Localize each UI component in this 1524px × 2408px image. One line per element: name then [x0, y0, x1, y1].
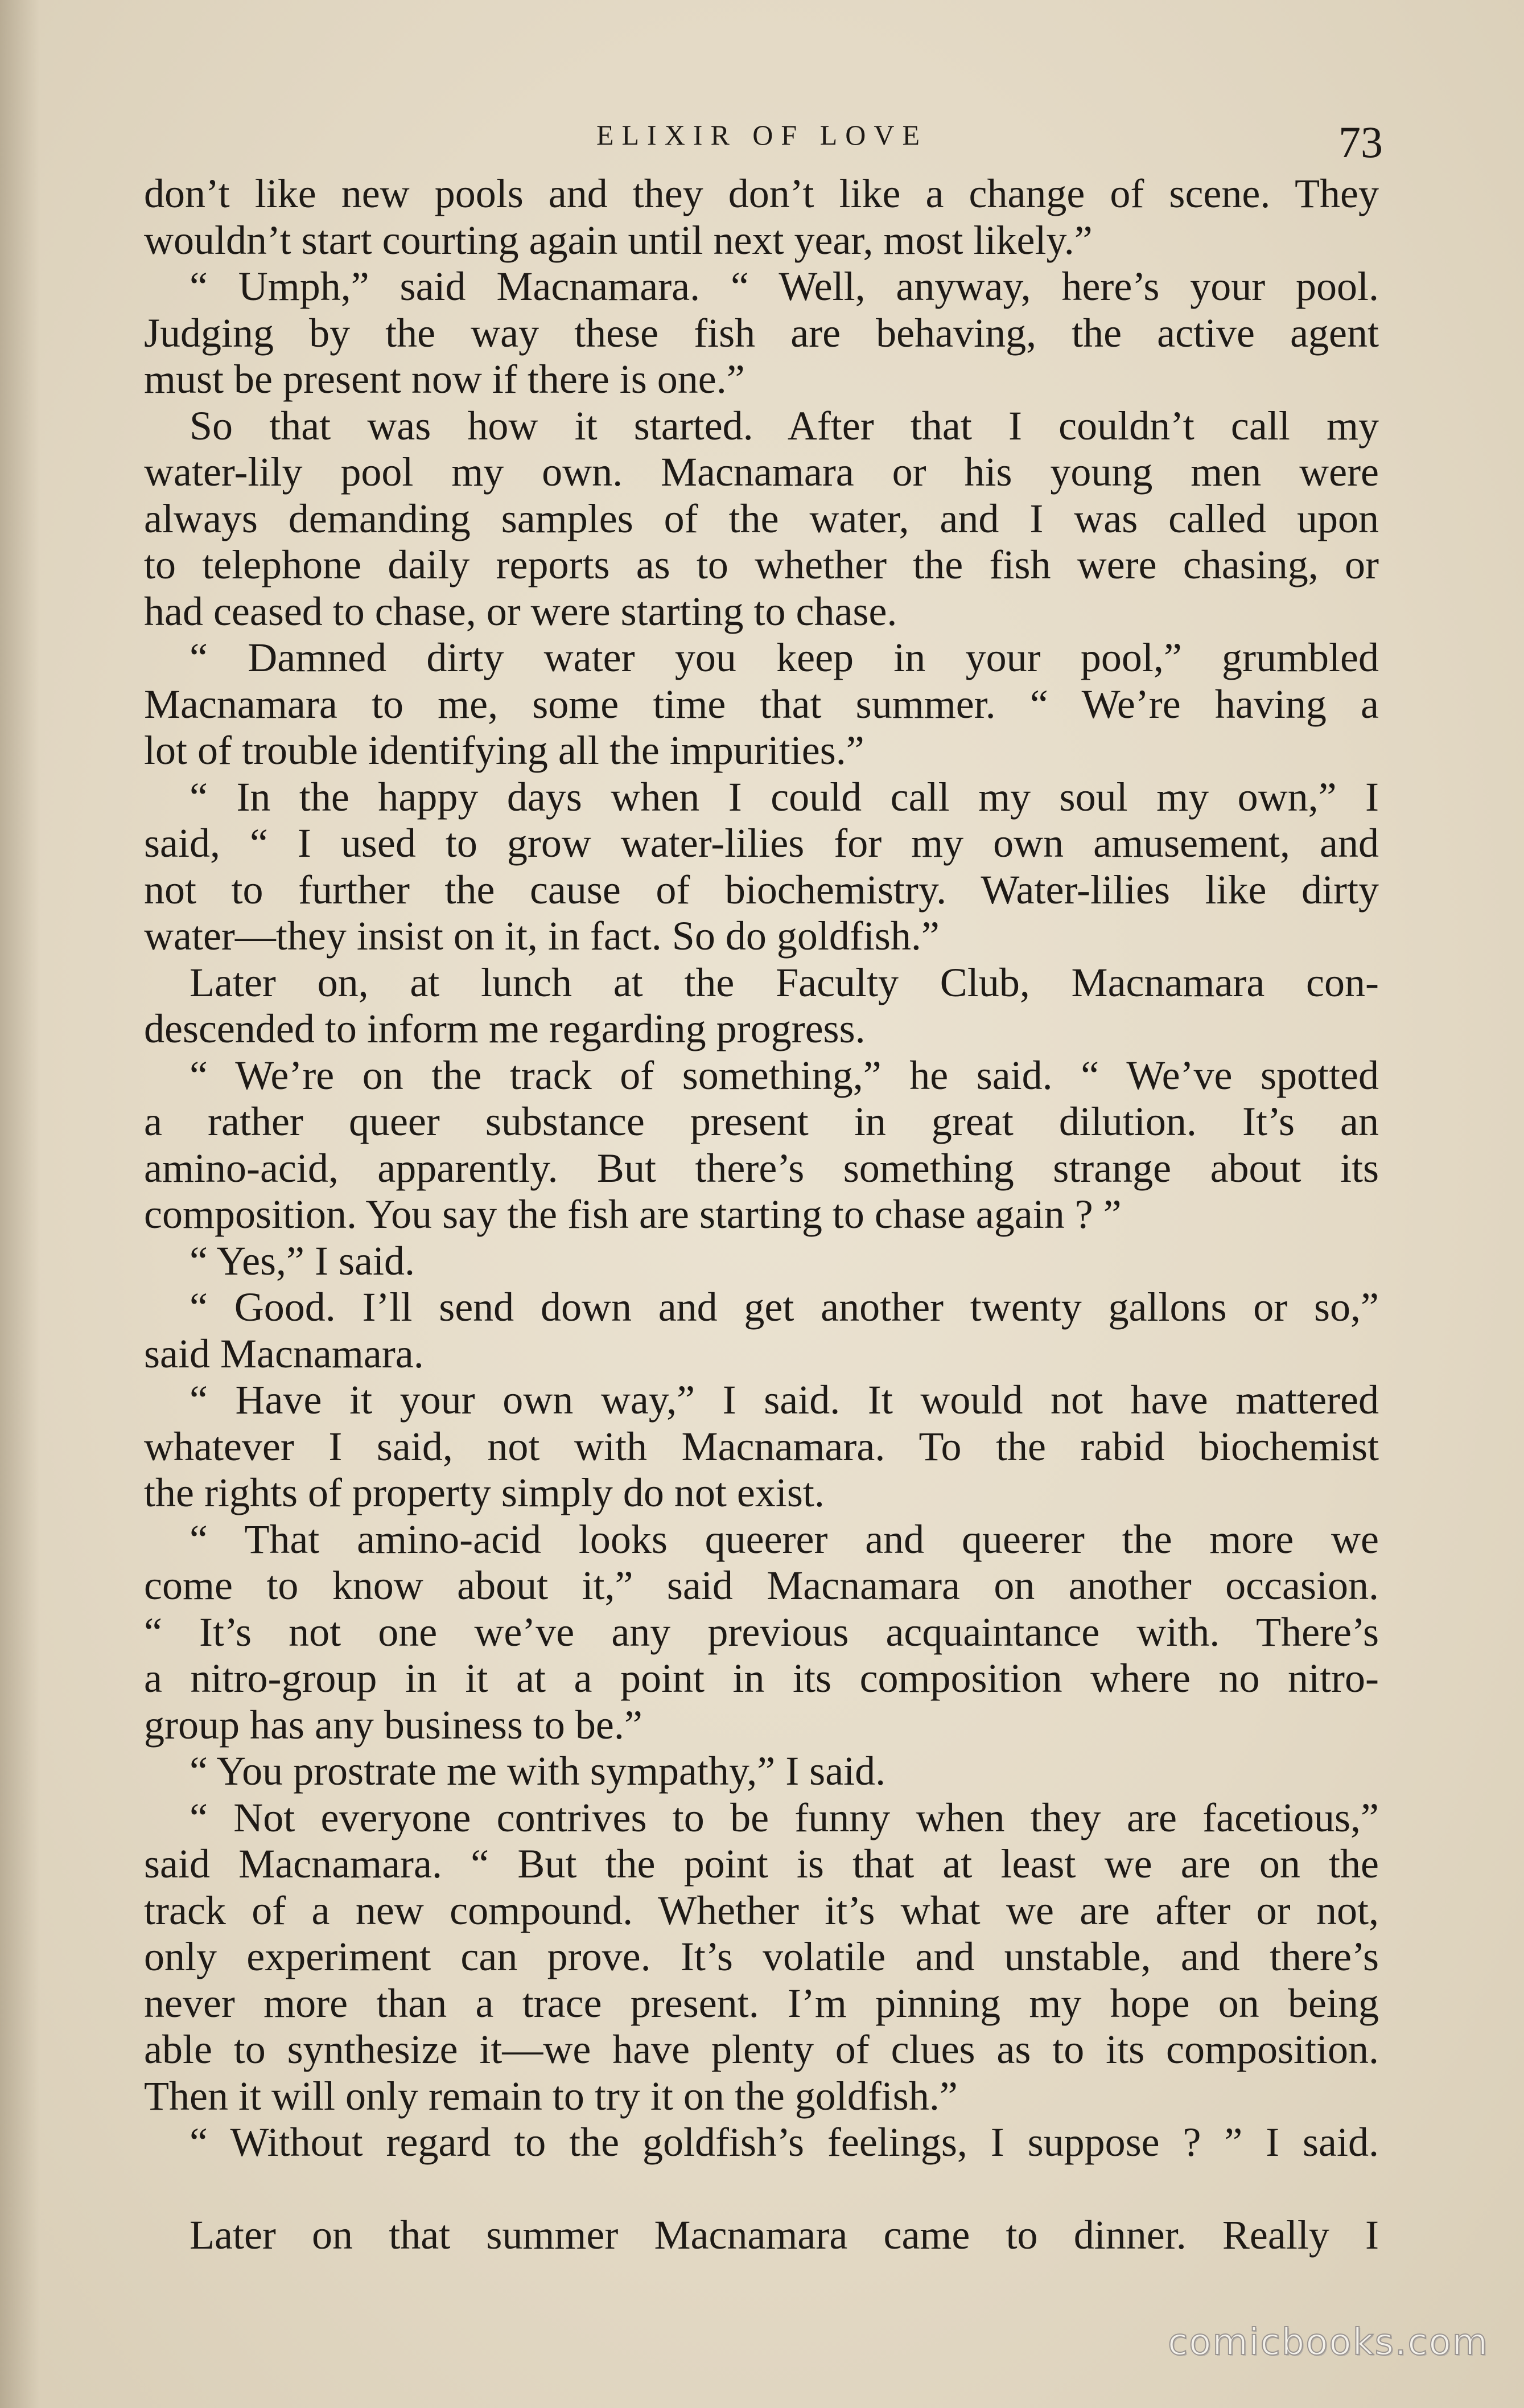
- text-line: “ In the happy days when I could call my soul my own,” I: [190, 774, 1379, 820]
- text-line: a rather queer substance present in great dilution. It’s an: [144, 1099, 1379, 1144]
- text-line: a nitro-group in it at a point in its composition where no nitro-: [144, 1655, 1379, 1701]
- text-line: “ It’s not one we’ve any previous acquaintance with. There’s: [144, 1609, 1379, 1655]
- text-line: had ceased to chase, or were starting to chase.: [144, 588, 897, 634]
- text-line: “ Not everyone contrives to be funny when they are facetious,”: [190, 1794, 1379, 1840]
- text-line: Judging by the way these fish are behaving, the active agent: [144, 310, 1379, 356]
- text-line: whatever I said, not with Macnamara. To the rabid biochemist: [144, 1423, 1379, 1469]
- text-line: “ That amino-acid looks queerer and queerer the more we: [190, 1516, 1379, 1562]
- text-line: only experiment can prove. It’s volatile and unstable, and there’s: [144, 1934, 1379, 1979]
- text-line: said, “ I used to grow water-lilies for my own amusement, and: [144, 820, 1379, 866]
- text-line: come to know about it,” said Macnamara on another occasion.: [144, 1563, 1379, 1608]
- body-text: [144, 171, 1379, 2259]
- page-number: 73: [1338, 117, 1383, 167]
- text-line: “ Have it your own way,” I said. It would not have mattered: [190, 1377, 1379, 1423]
- text-line: must be present now if there is one.”: [144, 356, 745, 402]
- text-line: group has any business to be.”: [144, 1702, 642, 1748]
- text-line: “ Without regard to the goldfish’s feelings, I suppose ? ” I said.: [190, 2119, 1379, 2165]
- text-line: Then it will only remain to try it on the goldfish.”: [144, 2073, 958, 2119]
- text-line: don’t like new pools and they don’t like a change of scene. They: [144, 171, 1379, 216]
- text-line: “ Yes,” I said.: [190, 1238, 415, 1284]
- text-line: not to further the cause of biochemistry. Water-lilies like dirty: [144, 866, 1379, 913]
- text-line: water-lily pool my own. Macnamara or his young men were: [144, 449, 1379, 495]
- text-line: to telephone daily reports as to whether the fish were chasing, or: [144, 542, 1379, 587]
- text-line: composition. You say the fish are starting to chase again ? ”: [144, 1191, 1122, 1237]
- text-line: “ Good. I’ll send down and get another twenty gallons or so,”: [190, 1284, 1379, 1330]
- text-line: never more than a trace present. I’m pinning my hope on being: [144, 1980, 1379, 2026]
- text-line: water—they insist on it, in fact. So do goldfish.”: [144, 913, 940, 959]
- text-line: said Macnamara.: [144, 1330, 424, 1376]
- text-line: the rights of property simply do not exist.: [144, 1470, 825, 1515]
- text-line: Macnamara to me, some time that summer. “ We’re having a: [144, 681, 1379, 727]
- running-head: ELIXIR OF LOVE: [596, 119, 928, 151]
- text-line: amino-acid, apparently. But there’s something strange about its: [144, 1145, 1379, 1191]
- text-line: “ Umph,” said Macnamara. “ Well, anyway, here’s your pool.: [190, 264, 1379, 309]
- gutter-shadow: [0, 0, 40, 2408]
- text-line: track of a new compound. Whether it’s what we are after or not,: [144, 1887, 1379, 1933]
- text-line: Later on, at lunch at the Faculty Club, Macnamara con-: [190, 959, 1379, 1005]
- text-line: “ Damned dirty water you keep in your pool,” grumbled: [190, 635, 1379, 680]
- paragraph-gap: [144, 2166, 1379, 2213]
- text-line: said Macnamara. “ But the point is that at least we are on the: [144, 1841, 1379, 1887]
- text-line: So that was how it started. After that I couldn’t call my: [190, 402, 1379, 449]
- text-line: lot of trouble identifying all the impurities.”: [144, 728, 864, 773]
- watermark: comicbooks.com: [1167, 2321, 1489, 2364]
- text-line: descended to inform me regarding progress.: [144, 1006, 866, 1051]
- final-line: Later on that summer Macnamara came to dinner. Really I: [190, 2212, 1379, 2258]
- text-line: “ We’re on the track of something,” he said. “ We’ve spotted: [190, 1052, 1379, 1098]
- text-line: always demanding samples of the water, and I was called upon: [144, 495, 1379, 541]
- text-line: able to synthesize it—we have plenty of clues as to its composition.: [144, 2027, 1379, 2072]
- text-line: wouldn’t start courting again until next year, most likely.”: [144, 217, 1093, 263]
- text-line: “ You prostrate me with sympathy,” I said.: [190, 1748, 886, 1794]
